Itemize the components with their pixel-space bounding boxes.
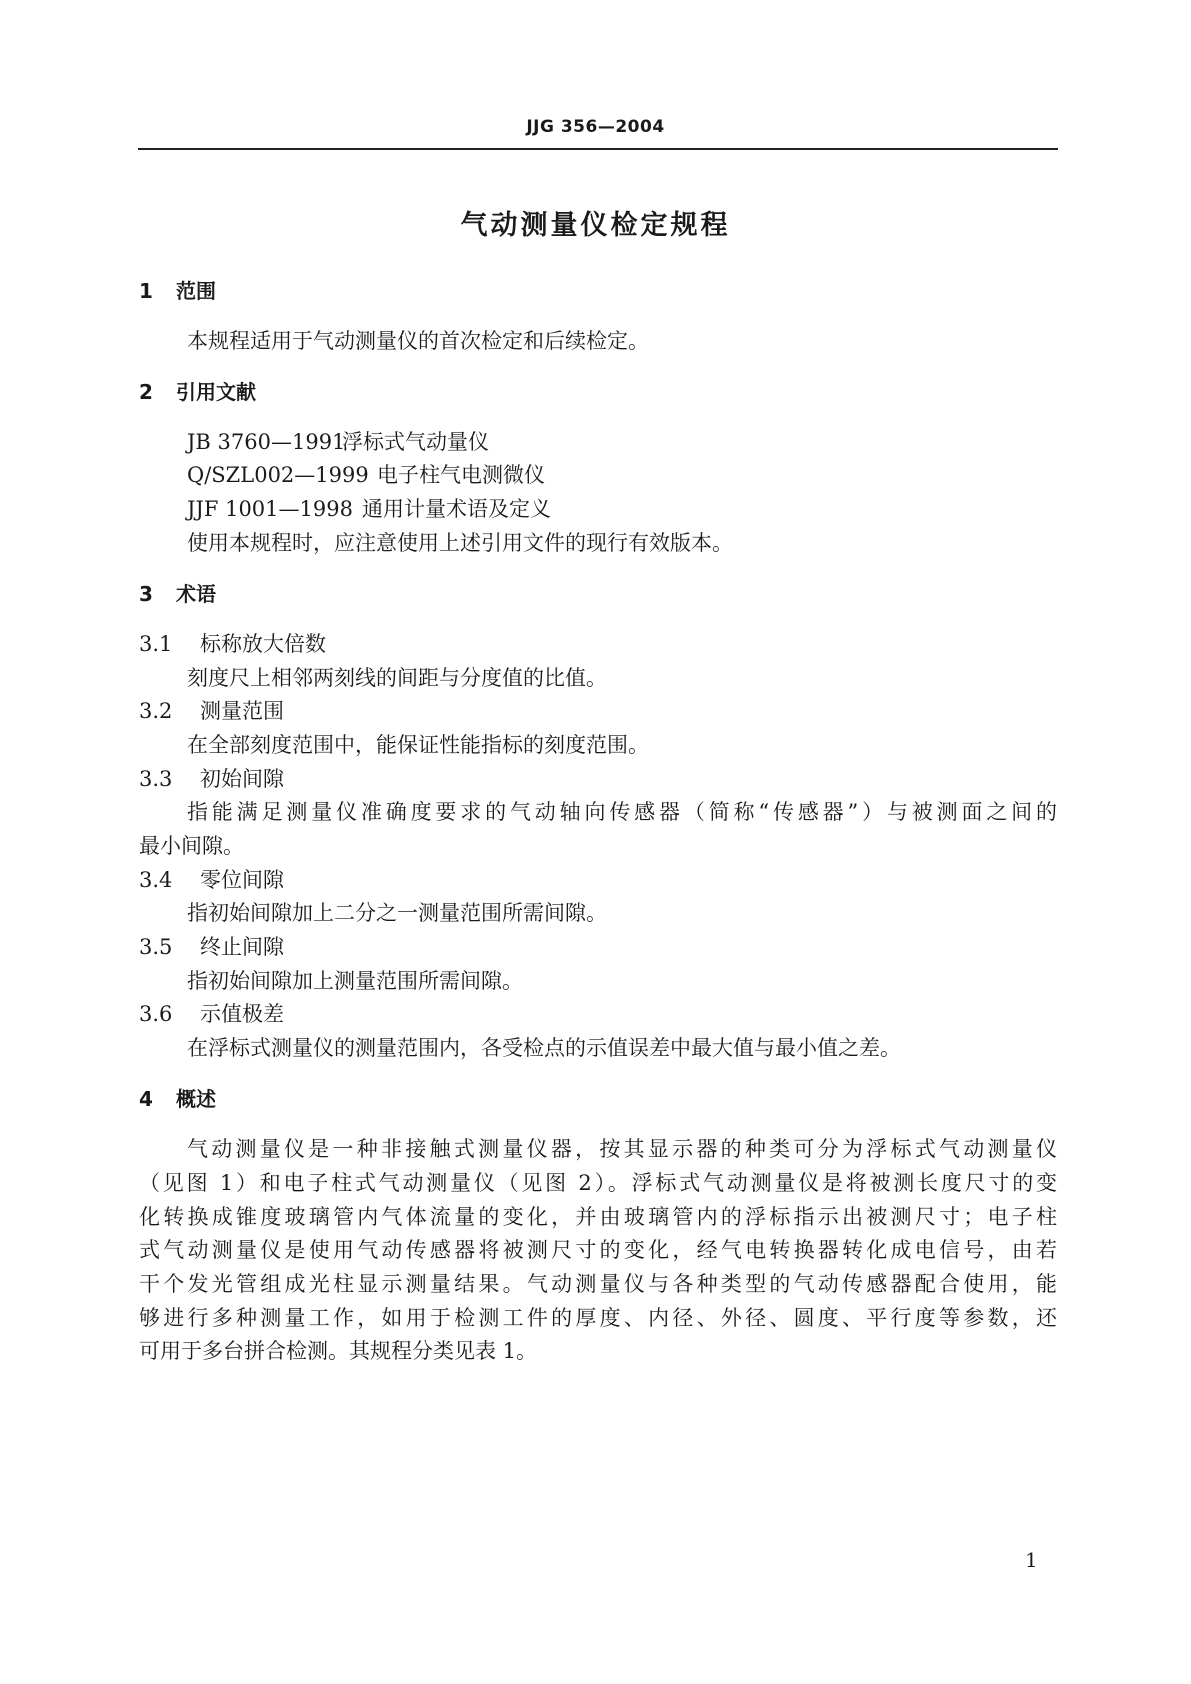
section-number: 1	[139, 279, 153, 303]
section-title: 引用文献	[176, 380, 256, 404]
reference-name: 通用计量术语及定义	[362, 497, 551, 521]
term-number: 3.1	[139, 632, 173, 656]
overview-line: 够进行多种测量工作，如用于检测工件的厚度、内径、外径、圆度、平行度等参数，还	[139, 1306, 1057, 1330]
term-definition: 指能满足测量仪准确度要求的气动轴向传感器（简称“传感器”）与被测面之间的	[187, 800, 1057, 824]
header-rule	[138, 148, 1058, 150]
term-name: 初始间隙	[200, 767, 284, 791]
overview-line: 可用于多台拼合检测。其规程分类见表 1。	[139, 1339, 538, 1363]
term-definition: 指初始间隙加上测量范围所需间隙。	[187, 969, 523, 993]
term-definition-continued: 最小间隙。	[139, 834, 244, 858]
term-name: 测量范围	[200, 699, 284, 723]
overview-line: 气动测量仪是一种非接触式测量仪器，按其显示器的种类可分为浮标式气动测量仪	[187, 1137, 1057, 1161]
term-number: 3.6	[139, 1002, 173, 1026]
overview-line: 干个发光管组成光柱显示测量结果。气动测量仪与各种类型的气动传感器配合使用，能	[139, 1272, 1057, 1296]
term-name: 标称放大倍数	[200, 632, 326, 656]
term-definition: 在浮标式测量仪的测量范围内，各受检点的示值误差中最大值与最小值之差。	[187, 1036, 901, 1060]
section-1-heading	[139, 277, 1057, 305]
reference-code: JJF 1001—1998	[187, 497, 353, 521]
page-number: 1	[1025, 1548, 1038, 1572]
reference-code: JB 3760—1991	[187, 430, 346, 454]
term-number: 3.4	[139, 868, 173, 892]
section-title: 范围	[176, 279, 216, 303]
term-definition: 指初始间隙加上二分之一测量范围所需间隙。	[187, 901, 607, 925]
section-title: 概述	[176, 1087, 216, 1111]
standard-code-header: JJG 356—2004	[526, 117, 665, 137]
reference-name: 电子柱气电测微仪	[377, 463, 545, 487]
term-definition: 刻度尺上相邻两刻线的间距与分度值的比值。	[187, 666, 607, 690]
term-number: 3.2	[139, 699, 173, 723]
term-name: 零位间隙	[200, 868, 284, 892]
section-number: 2	[139, 380, 153, 404]
document-title: 气动测量仪检定规程	[460, 210, 731, 241]
term-name: 终止间隙	[200, 935, 284, 959]
reference-note: 使用本规程时，应注意使用上述引用文件的现行有效版本。	[187, 531, 733, 555]
term-heading	[139, 866, 1057, 894]
term-number: 3.5	[139, 935, 173, 959]
reference-item	[187, 461, 1057, 489]
overview-line: 化转换成锥度玻璃管内气体流量的变化，并由玻璃管内的浮标指示出被测尺寸；电子柱	[139, 1205, 1057, 1229]
term-heading	[139, 1000, 1057, 1028]
section-1-text: 本规程适用于气动测量仪的首次检定和后续检定。	[187, 329, 649, 353]
overview-line: （见图 1）和电子柱式气动测量仪（见图 2）。浮标式气动测量仪是将被测长度尺寸的变	[139, 1171, 1057, 1195]
reference-item	[187, 495, 1057, 523]
term-heading	[139, 933, 1057, 961]
reference-code: Q/SZL002—1999	[187, 463, 369, 487]
section-3-heading	[139, 580, 1057, 608]
reference-name: 浮标式气动量仪	[342, 430, 489, 454]
overview-line: 式气动测量仪是使用气动传感器将被测尺寸的变化，经气电转换器转化成电信号，由若	[139, 1238, 1057, 1262]
reference-item	[187, 428, 1057, 456]
section-title: 术语	[176, 582, 216, 606]
term-number: 3.3	[139, 767, 173, 791]
term-heading	[139, 697, 1057, 725]
term-name: 示值极差	[200, 1002, 284, 1026]
section-2-heading	[139, 378, 1057, 406]
term-definition: 在全部刻度范围中，能保证性能指标的刻度范围。	[187, 733, 649, 757]
section-number: 3	[139, 582, 153, 606]
section-4-heading	[139, 1085, 1057, 1113]
section-number: 4	[139, 1087, 153, 1111]
term-heading	[139, 630, 1057, 658]
term-heading	[139, 765, 1057, 793]
